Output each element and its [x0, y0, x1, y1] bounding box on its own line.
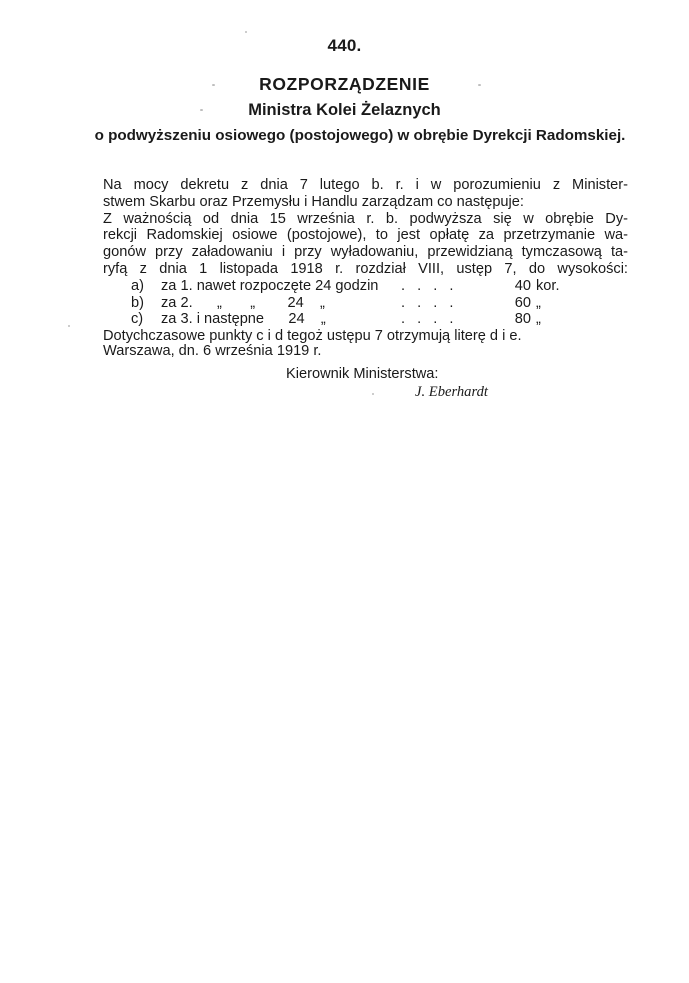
date-line: Warszawa, dn. 6 września 1919 r. — [103, 343, 322, 359]
signatory-name: J. Eberhardt — [415, 384, 488, 400]
scan-speck — [200, 109, 203, 111]
scan-speck — [372, 393, 374, 395]
scan-speck — [478, 84, 481, 86]
intro-line: Na mocy dekretu z dnia 7 lutego b. r. i w porozumieniu z Minister- — [103, 177, 628, 193]
paragraph-line: rekcji Radomskiej osiowe (postojowe), to jest opłatę za przetrzymanie wa- — [103, 227, 628, 244]
rate-item — [103, 311, 628, 328]
rate-label: c) — [131, 311, 144, 328]
rate-unit: „ — [536, 311, 541, 328]
scan-speck — [245, 31, 247, 33]
scan-speck — [212, 84, 215, 86]
signatory-title: Kierownik Ministerstwa: — [286, 366, 439, 382]
rate-text: za 3. i następne 24 „ — [161, 311, 326, 328]
intro-line: stwem Skarbu oraz Przemysłu i Handlu zarządzam co następuje: — [103, 193, 524, 210]
rate-dots: . . . . — [401, 294, 458, 311]
rate-value: 60 — [514, 294, 531, 311]
rate-label: a) — [131, 277, 144, 294]
rate-value: 40 — [514, 277, 531, 294]
document-title: ROZPORZĄDZENIE — [259, 74, 430, 94]
closing-line: Dotychczasowe punkty c i d tegoż ustępu 7 otrzymują literę d i e. — [103, 328, 522, 345]
rate-text: za 1. nawet rozpoczęte 24 godzin — [161, 277, 379, 294]
rate-text: za 2. „ „ 24 „ — [161, 294, 325, 311]
rate-dots: . . . . — [401, 277, 458, 294]
document-description: o podwyższeniu osiowego (postojowego) w obrębie Dyrekcji Radomskiej. — [94, 127, 626, 144]
page-number: 440. — [327, 36, 362, 55]
rate-value: 80 — [514, 311, 531, 328]
rate-item — [103, 278, 628, 295]
document-body — [103, 177, 628, 345]
paragraph-line: ryfą z dnia 1 listopada 1918 r. rozdział VIII, ustęp 7, do wysokości: — [103, 260, 628, 277]
document-subtitle: Ministra Kolei Żelaznych — [248, 101, 441, 119]
rate-item — [103, 295, 628, 312]
scan-speck — [68, 325, 70, 327]
rate-unit: „ — [536, 294, 541, 311]
rate-dots: . . . . — [401, 311, 458, 328]
paragraph-line: Z ważnością od dnia 15 września r. b. podwyższa się w obrębie Dy- — [103, 210, 628, 227]
rate-unit: kor. — [536, 277, 560, 294]
paragraph-line: gonów przy załadowaniu i przy wyładowaniu, przewidzianą tymczasową ta- — [103, 244, 628, 261]
rate-label: b) — [131, 294, 144, 311]
